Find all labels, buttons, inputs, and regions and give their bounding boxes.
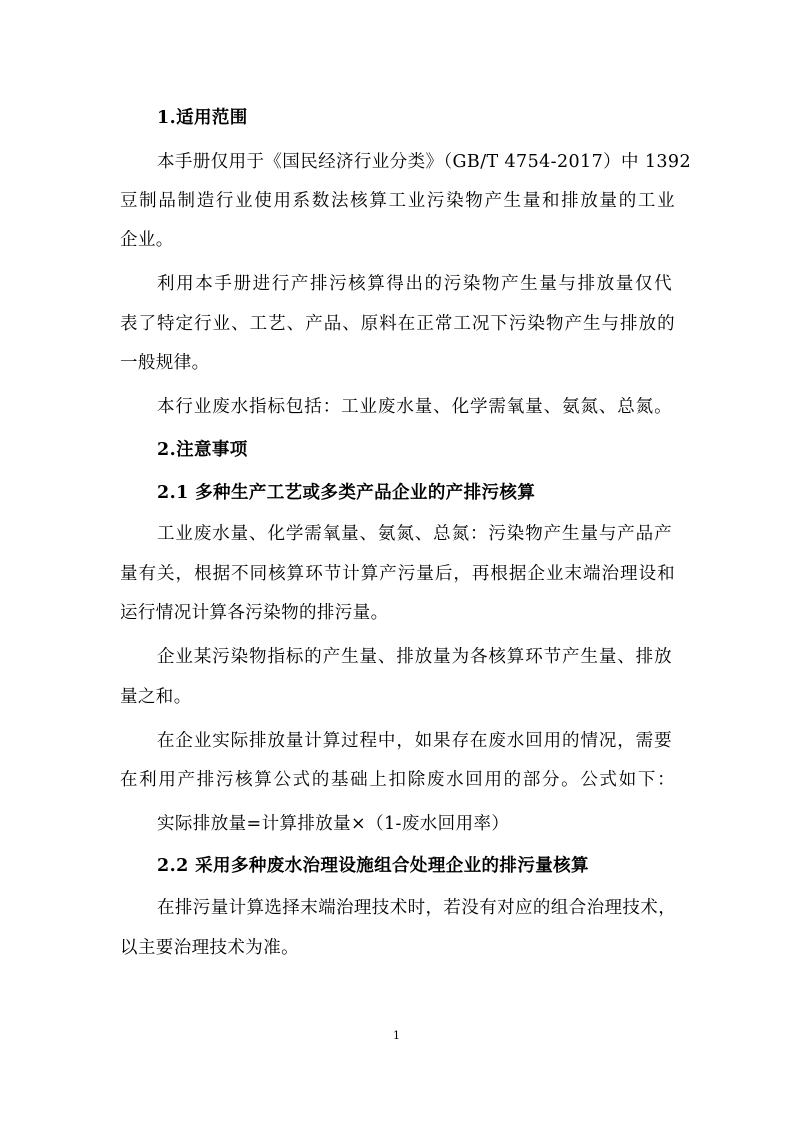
paragraph-line: 量有关，根据不同核算环节计算产污量后，再根据企业末端治理设和 <box>120 564 675 584</box>
paragraph-line: 在企业实际排放量计算过程中，如果存在废水回用的情况，需要 <box>157 731 672 751</box>
paragraph-line: 表了特定行业、工艺、产品、原料在正常工况下污染物产生与排放的 <box>120 314 675 334</box>
paragraph-line: 企业某污染物指标的产生量、排放量为各核算环节产生量、排放 <box>157 647 672 667</box>
subsection-heading-2-1: 2.1 多种生产工艺或多类产品企业的产排污核算 <box>157 483 536 503</box>
paragraph-line: 利用本手册进行产排污核算得出的污染物产生量与排放量仅代 <box>157 274 672 294</box>
paragraph-line: 一般规律。 <box>120 353 210 373</box>
formula-line: 实际排放量=计算排放量×（1-废水回用率） <box>157 814 510 834</box>
page-number: 1 <box>393 1029 400 1042</box>
paragraph-line: 在利用产排污核算公式的基础上扣除废水回用的部分。公式如下： <box>120 770 675 790</box>
paragraph-line: 以主要治理技术为准。 <box>120 938 299 958</box>
paragraph-line: 工业废水量、化学需氧量、氨氮、总氮：污染物产生量与产品产 <box>157 524 672 544</box>
paragraph-line: 量之和。 <box>120 687 192 707</box>
paragraph-line: 运行情况计算各污染物的排污量。 <box>120 603 389 623</box>
section-heading-notes: 2.注意事项 <box>157 440 248 460</box>
subsection-heading-2-2: 2.2 采用多种废水治理设施组合处理企业的排污量核算 <box>157 856 589 876</box>
paragraph-line: 本手册仅用于《国民经济行业分类》（GB/T 4754-2017）中 1392 <box>157 152 692 172</box>
paragraph-line: 企业。 <box>120 230 174 250</box>
paragraph-line: 在排污量计算选择末端治理技术时，若没有对应的组合治理技术， <box>157 898 677 918</box>
paragraph-line: 豆制品制造行业使用系数法核算工业污染物产生量和排放量的工业 <box>120 191 675 211</box>
paragraph-line: 本行业废水指标包括：工业废水量、化学需氧量、氨氮、总氮。 <box>157 397 672 417</box>
section-heading-scope: 1.适用范围 <box>157 108 248 128</box>
